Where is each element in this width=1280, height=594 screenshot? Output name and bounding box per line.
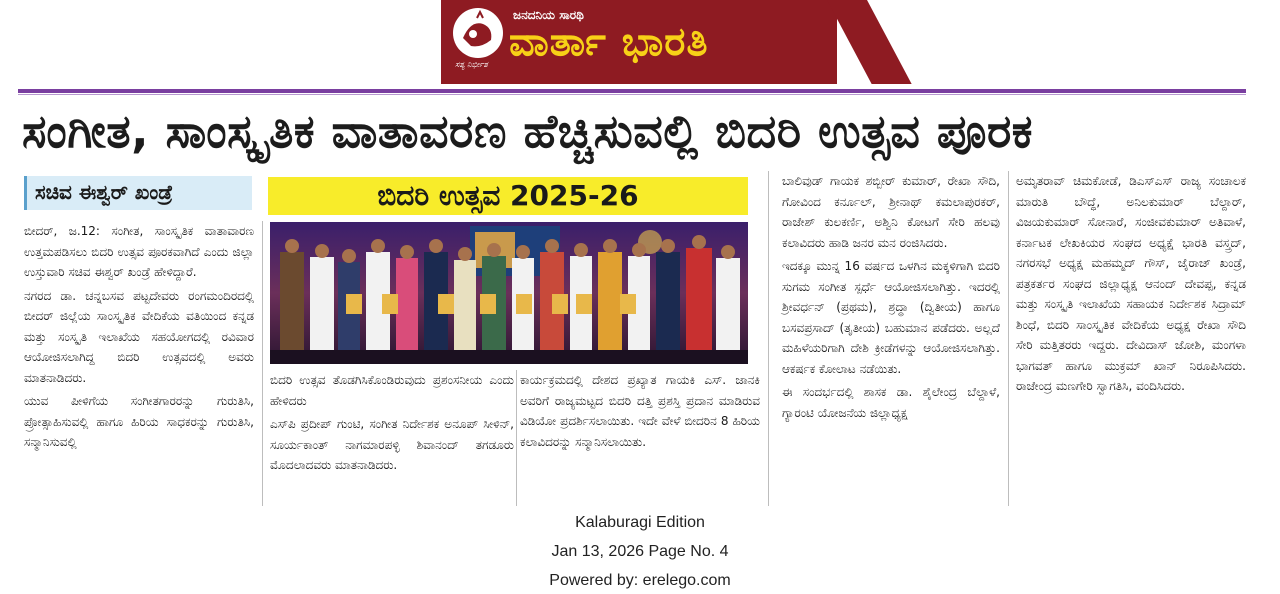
article-paragraph: ಬಾಲಿವುಡ್ ಗಾಯಕ ಶಬ್ಬೀರ್ ಕುಮಾರ್, ರೇಖಾ ಸೌದಿ, ಗೋವಿಂದ ಕರ್ನೂಲ್, ಶ್ರೀನಾಥ್ ಕಮಲಾಪುರಕರ್, ರಾಜೇಶ್ ಕುಲಕರ್ಣಿ, ಅಶ್ವಿನಿ ಕೋಟಗೆ ಸೇರಿ ಹಲವು ಕಲಾವಿದರು ಹಾಡಿ ಜನರ ಮನ ರಂಜಿಸಿದರು. <box>782 174 1000 250</box>
column-divider <box>262 221 263 506</box>
masthead-tab <box>827 0 912 84</box>
article-paragraph: ಕಾರ್ಯಕ್ರಮದಲ್ಲಿ ದೇಶದ ಪ್ರಖ್ಯಾತ ಗಾಯಕಿ ಎಸ್. ಜಾನಕಿ ಅವರಿಗೆ ರಾಜ್ಯಮಟ್ಟದ ಬಿದರಿ ದತ್ತಿ ಪ್ರಶಸ್ತಿ ಪ್ರದಾನ ಮಾಡಿರುವ ವಿಡಿಯೋ ಪ್ರದರ್ಶಿಸಲಾಯಿತು. ಇದೇ ವೇಳೆ ಬೀದರಿನ 8 ಹಿರಿಯ ಕಲಾವಿದರನ್ನು ಸನ್ಮಾನಿಸಲಾಯಿತು. <box>520 373 760 449</box>
article-column-2 <box>270 370 514 479</box>
article-column-5 <box>1016 171 1246 400</box>
event-stage-photo <box>270 222 748 364</box>
article-paragraph: ಬೀದರ್, ಜ.12: ಸಂಗೀತ, ಸಾಂಸ್ಕೃತಿಕ ವಾತಾವಾರಣ ಉತ್ತಮಪಡಿಸಲು ಬಿದರಿ ಉತ್ಸವ ಪೂರಕವಾಗಿದೆ ಎಂದು ಜಿಲ್ಲಾ ಉಸ್ತುವಾರಿ ಸಚಿವ ಈಶ್ವರ್ ಖಂಡ್ರೆ ಹೇಳಿದ್ದಾರೆ. <box>24 224 254 279</box>
article-column-3 <box>520 370 760 455</box>
date-page-label: Jan 13, 2026 Page No. 4 <box>551 543 729 560</box>
logo-tagline: ಸತ್ಯ ನಿರ್ಭೀತ <box>455 60 488 69</box>
article-paragraph: ಬಿದರಿ ಉತ್ಸವ ತೊಡಗಿಸಿಕೊಂಡಿರುವುದು ಪ್ರಶಂಸನೀಯ ಎಂದು ಹೇಳಿದರು <box>270 373 514 408</box>
article-byline: ಸಚಿವ ಈಶ್ವರ್ ಖಂಡ್ರೆ <box>24 176 252 210</box>
top-rule <box>18 89 1246 93</box>
article-paragraph: ಅಮೃತರಾವ್ ಚಿಮಕೋಡೆ, ಡಿಎಸ್ಎಸ್ ರಾಜ್ಯ ಸಂಚಾಲಕ ಮಾರುತಿ ಬೌದ್ಧೆ, ಅನಿಲಕುಮಾರ್ ಬೆಲ್ದಾರ್, ವಿಜಯಕುಮಾರ್ ಸೋನಾರೆ, ಸಂಜೀವಕುಮಾರ್ ಅತಿವಾಳೆ, ಕರ್ನಾಟಕ ಲೇಖಕಿಯರ ಸಂಘದ ಅಧ್ಯಕ್ಷೆ ಭಾರತಿ ವಸ್ತ್ರದ್, ನಗರಸಭೆ ಅಧ್ಯಕ್ಷ ಮಹಮ್ಮದ್ ಗೌಸ್, ಜೈರಾಜ್ ಖಂಡ್ರೆ, ಪತ್ರಕರ್ತರ ಸಂಘದ ಜಿಲ್ಲಾಧ್ಯಕ್ಷ ಆನಂದ್ ದೇವಪ್ಪ, ಕನ್ನಡ ಮತ್ತು ಸಂಸ್ಕೃತಿ ಇಲಾಖೆಯ ಸಹಾಯಕ ನಿರ್ದೇಶಕ ಸಿದ್ರಾಮ್ ಶಿಂಧೆ, ಬಿದರಿ ಸಾಂಸ್ಕೃತಿಕ ವೇದಿಕೆಯ ಅಧ್ಯಕ್ಷ ರೇಖಾ ಸೌದಿ ಸೇರಿ ಮತ್ತಿತರರು ಇದ್ದರು. ದೇವಿದಾಸ್ ಜೋಶಿ, ಮಂಗಳಾ ಭಾಗವತ್ ಹಾಗೂ ಮುಕ್ರಮ್ ಖಾನ್ ನಿರೂಪಿಸಿದರು. ರಾಜೇಂದ್ರ ಮಣಗೇರಿ ಸ್ವಾಗತಿಸಿ, ವಂದಿಸಿದರು. <box>1016 174 1246 393</box>
top-rule-thin <box>18 94 1246 95</box>
newspaper-logo-icon <box>453 8 503 58</box>
article-paragraph: ನಗರದ ಡಾ. ಚನ್ನಬಸವ ಪಟ್ಟದೇವರು ರಂಗಮಂದಿರದಲ್ಲಿ ಬೀದರ್ ಜಿಲ್ಲೆಯ ಸಾಂಸ್ಕೃತಿಕ ವೇದಿಕೆಯ ವತಿಯಿಂದ ಕನ್ನಡ ಮತ್ತು ಸಂಸ್ಕೃತಿ ಇಲಾಖೆಯ ಸಹಯೋಗದಲ್ಲಿ ರವಿವಾರ ಆಯೋಜಿಸಲಾಗಿದ್ದ ಬಿದರಿ ಉತ್ಸವದಲ್ಲಿ ಅವರು ಮಾತನಾಡಿದರು. <box>24 288 254 385</box>
masthead <box>441 0 837 84</box>
column-divider <box>516 370 517 506</box>
article-paragraph: ಎಸ್‌ಪಿ ಪ್ರದೀಪ್ ಗುಂಟಿ, ಸಂಗೀತ ನಿರ್ದೇಶಕ ಅನೂಪ್ ಸೀಳಿನ್, ಸೂರ್ಯಕಾಂತ್ ನಾಗಮಾರಪಳ್ಳಿ ಶಿವಾನಂದ್ ತಗಡೂರು ಮೊದಲಾದವರು ಮಾತನಾಡಿದರು. <box>270 417 514 472</box>
column-divider <box>1008 171 1009 506</box>
paper-name: ವಾರ್ತಾ ಭಾರತಿ <box>509 19 709 65</box>
article-column-4 <box>782 171 1000 426</box>
paper-subtitle: ಜನದನಿಯ ಸಾರಥಿ <box>513 8 584 22</box>
article-paragraph: ಇದಕ್ಕೂ ಮುನ್ನ 16 ವರ್ಷದ ಒಳಗಿನ ಮಕ್ಕಳಿಗಾಗಿ ಬಿದರಿ ಸುಗಮ ಸಂಗೀತ ಸ್ಪರ್ಧೆ ಆಯೋಜಿಸಲಾಗಿತ್ತು. ಇದರಲ್ಲಿ ಶ್ರೀವರ್ಧನ್ (ಪ್ರಥಮ), ಶ್ರದ್ಧಾ (ದ್ವಿತೀಯ) ಹಾಗೂ ಬಸವಪ್ರಸಾದ್ (ತೃತೀಯ) ಬಹುಮಾನ ಪಡೆದರು. ಅಲ್ಲದೆ ಮಹಿಳೆಯರಿಗಾಗಿ ದೇಶಿ ಕ್ರೀಡೆಗಳನ್ನು ಆಯೋಜಿಸಲಾಗಿತ್ತು. ಆಕರ್ಷಕ ಕೋಲಾಟ ನಡೆಯಿತು. <box>782 259 1000 376</box>
article-column-1 <box>24 221 254 456</box>
event-banner: ಬಿದರಿ ಉತ್ಸವ 2025-26 <box>268 177 748 215</box>
article-paragraph: ಈ ಸಂದರ್ಭದಲ್ಲಿ ಶಾಸಕ ಡಾ. ಶೈಲೇಂದ್ರ ಬೆಲ್ದಾಳೆ, ಗ್ಯಾರಂಟಿ ಯೋಜನೆಯ ಜಿಲ್ಲಾಧ್ಯಕ್ಷ <box>782 385 1000 420</box>
article-headline: ಸಂಗೀತ, ಸಾಂಸ್ಕೃತಿಕ ವಾತಾವರಣ ಹೆಚ್ಚಿಸುವಲ್ಲಿ ಬಿದರಿ ಉತ್ಸವ ಪೂರಕ <box>22 104 1034 158</box>
article-paragraph: ಯುವ ಪೀಳಿಗೆಯ ಸಂಗೀತಗಾರರನ್ನು ಗುರುತಿಸಿ, ಪ್ರೋತ್ಸಾಹಿಸುವಲ್ಲಿ ಹಾಗೂ ಹಿರಿಯ ಸಾಧಕರನ್ನು ಗುರುತಿಸಿ, ಸನ್ಮಾನಿಸುವಲ್ಲಿ <box>24 394 254 449</box>
column-divider <box>768 171 769 506</box>
edition-label: Kalaburagi Edition <box>575 514 705 531</box>
powered-by-label: Powered by: erelego.com <box>549 572 731 589</box>
